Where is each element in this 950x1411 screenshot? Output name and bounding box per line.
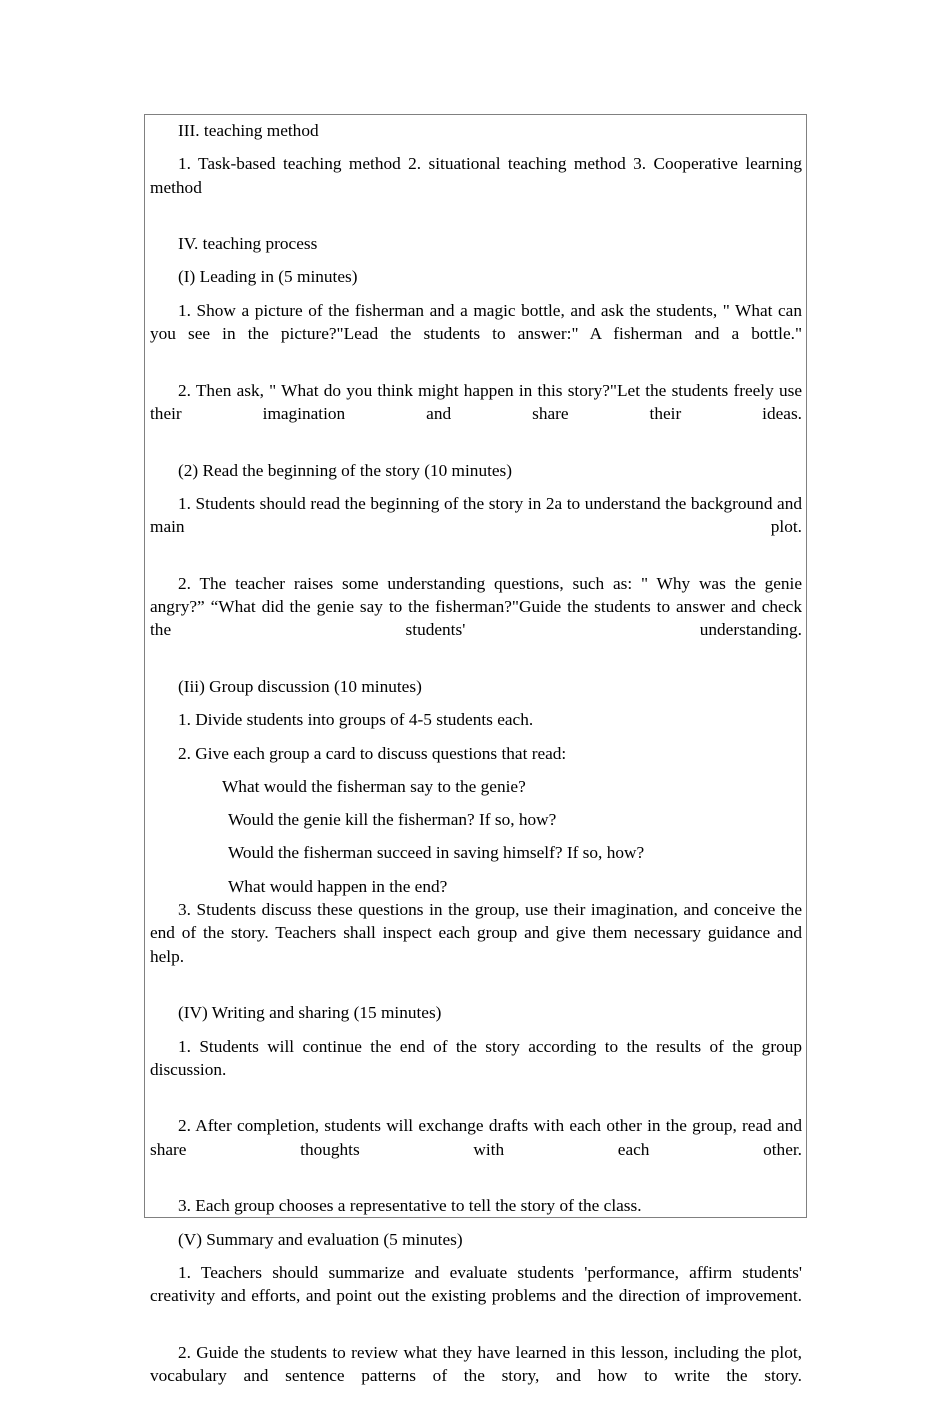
writing-sharing-item-3: 3. Each group chooses a representative to tell the story of the class. <box>178 1196 642 1216</box>
leading-in-item-2: 2. Then ask, " What do you think might happen in this story?"Let the students freely use their imagination and share their ideas. <box>150 380 802 423</box>
discussion-question-2: Would the genie kill the fisherman? If so, how? <box>228 810 557 830</box>
heading-read-beginning: (2) Read the beginning of the story (10 minutes) <box>178 460 513 480</box>
heading-writing-sharing: (IV) Writing and sharing (15 minutes) <box>178 1003 442 1023</box>
writing-sharing-item-1: 1. Students will continue the end of the story according to the results of the group discussion. <box>150 1036 802 1079</box>
heading-leading-in: (I) Leading in (5 minutes) <box>178 267 358 287</box>
group-discussion-item-2: 2. Give each group a card to discuss questions that read: <box>178 743 567 763</box>
read-beginning-item-2: 2. The teacher raises some understanding questions, such as: " Why was the genie angry?” “What did the genie say to the fisherman?"Guide the students to answer and check the students' understanding. <box>150 573 802 640</box>
methods-list: 1. Task-based teaching method 2. situational teaching method 3. Cooperative learning method <box>150 154 802 197</box>
summary-item-1: 1. Teachers should summarize and evaluate students 'performance, affirm students' creativity and efforts, and point out the existing problems and the direction of improvement. <box>150 1262 802 1306</box>
group-discussion-item-1: 1. Divide students into groups of 4-5 students each. <box>178 710 534 730</box>
heading-teaching-method: III. teaching method <box>178 121 319 140</box>
read-beginning-item-1: 1. Students should read the beginning of the story in 2a to understand the background and main plot. <box>150 493 802 537</box>
heading-teaching-process: IV. teaching process <box>178 234 318 254</box>
leading-in-item-1: 1. Show a picture of the fisherman and a magic bottle, and ask the students, " What can you see in the picture?"Lead the students to answer:" A fisherman and a bottle." <box>150 300 802 344</box>
group-discussion-item-3: 3. Students discuss these questions in the group, use their imagination, and conceive the end of the story. Teachers shall inspect each group and give them necessary guidance and help. <box>150 900 802 966</box>
discussion-question-4: What would happen in the end? <box>228 876 448 896</box>
document-text-frame <box>144 114 807 1386</box>
heading-summary-evaluation: (V) Summary and evaluation (5 minutes) <box>178 1229 463 1249</box>
summary-item-2: 2. Guide the students to review what they have learned in this lesson, including the plot, vocabulary and sentence patterns of the story, and how to write the story. <box>150 1342 802 1386</box>
discussion-question-1: What would the fisherman say to the genie? <box>222 776 526 796</box>
writing-sharing-item-2: 2. After completion, students will exchange drafts with each other in the group, read and share thoughts with each other. <box>150 1116 802 1159</box>
heading-group-discussion: (Iii) Group discussion (10 minutes) <box>178 676 422 696</box>
document-body <box>150 119 802 1411</box>
discussion-question-3: Would the fisherman succeed in saving himself? If so, how? <box>228 843 645 863</box>
